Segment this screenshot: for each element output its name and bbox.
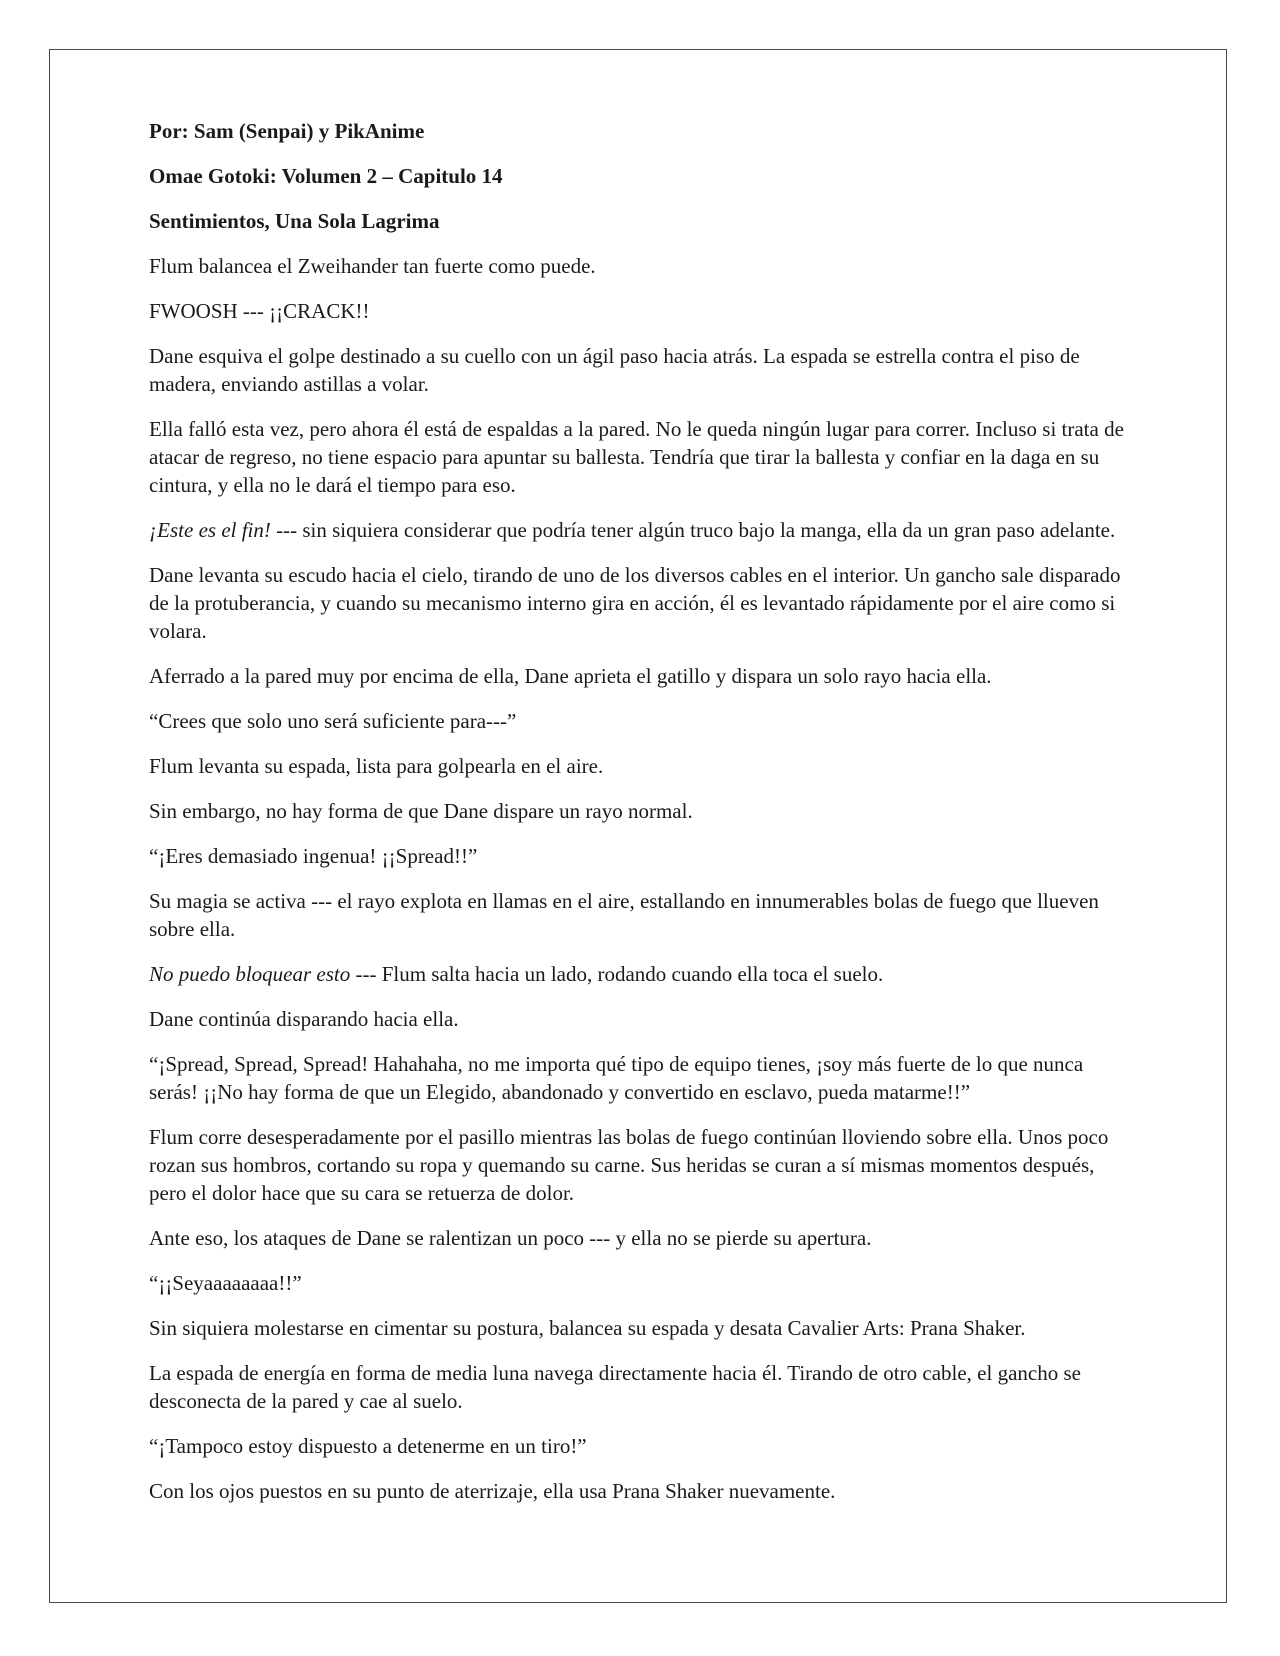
dialogue: “¡Tampoco estoy dispuesto a detenerme en un tiro!” xyxy=(149,1434,587,1458)
italic-thought: ¡Este es el fin! xyxy=(149,518,271,542)
paragraph: Ella falló esta vez, pero ahora él está de espaldas a la pared. No le queda ningún lugar para correr. Incluso si trata de atacar de regreso, no tiene espacio para apuntar su ballesta. Tendría que tirar la ballesta y confiar en la daga en su cintura, y ella no le dará el tiempo para eso. xyxy=(149,417,1124,497)
paragraph: Aferrado a la pared muy por encima de ella, Dane aprieta el gatillo y dispara un solo rayo hacia ella. xyxy=(149,664,992,688)
paragraph: FWOOSH --- ¡¡CRACK!! xyxy=(149,299,370,323)
italic-thought: No puedo bloquear esto xyxy=(149,962,351,986)
dialogue: “Crees que solo uno será suficiente para---” xyxy=(149,709,517,733)
paragraph xyxy=(149,516,1134,544)
paragraph: Dane esquiva el golpe destinado a su cuello con un ágil paso hacia atrás. La espada se estrella contra el piso de madera, enviando astillas a volar. xyxy=(149,344,1080,396)
paragraph xyxy=(149,960,1134,988)
paragraph: Flum levanta su espada, lista para golpearla en el aire. xyxy=(149,754,604,778)
paragraph: Dane continúa disparando hacia ella. xyxy=(149,1007,459,1031)
paragraph: Ante eso, los ataques de Dane se ralentizan un poco --- y ella no se pierde su apertura. xyxy=(149,1226,872,1250)
paragraph: Flum corre desesperadamente por el pasillo mientras las bolas de fuego continúan lloviendo sobre ella. Unos poco rozan sus hombros, cortando su ropa y quemando su carne. Sus heridas se curan a sí mismas momentos después, pero el dolor hace que su cara se retuerza de dolor. xyxy=(149,1125,1109,1205)
dialogue: “¡¡Seyaaaaaaaa!!” xyxy=(149,1271,302,1295)
chapter-title: Sentimientos, Una Sola Lagrima xyxy=(149,209,440,233)
dialogue: “¡Eres demasiado ingenua! ¡¡Spread!!” xyxy=(149,844,478,868)
paragraph-text: --- sin siquiera considerar que podría tener algún truco bajo la manga, ella da un gran paso adelante. xyxy=(270,518,1116,542)
paragraph: Flum balancea el Zweihander tan fuerte como puede. xyxy=(149,254,596,278)
paragraph: Sin siquiera molestarse en cimentar su postura, balancea su espada y desata Cavalier Arts: Prana Shaker. xyxy=(149,1316,1026,1340)
document-body xyxy=(149,117,1134,1522)
dialogue: “¡Spread, Spread, Spread! Hahahaha, no me importa qué tipo de equipo tienes, ¡soy más fuerte de lo que nunca serás! ¡¡No hay forma de que un Elegido, abandonado y convertido en esclavo, pueda matarme!!” xyxy=(149,1052,1084,1104)
paragraph: Sin embargo, no hay forma de que Dane dispare un rayo normal. xyxy=(149,799,693,823)
paragraph: Su magia se activa --- el rayo explota en llamas en el aire, estallando en innumerables bolas de fuego que llueven sobre ella. xyxy=(149,889,1099,941)
paragraph-text: --- Flum salta hacia un lado, rodando cuando ella toca el suelo. xyxy=(350,962,884,986)
paragraph: Dane levanta su escudo hacia el cielo, tirando de uno de los diversos cables en el interior. Un gancho sale disparado de la protuberancia, y cuando su mecanismo interno gira en acción, él es levantado rápidamente por el aire como si volara. xyxy=(149,563,1121,643)
volume-chapter-heading: Omae Gotoki: Volumen 2 – Capitulo 14 xyxy=(149,164,503,188)
author-line: Por: Sam (Senpai) y PikAnime xyxy=(149,119,425,143)
paragraph: La espada de energía en forma de media luna navega directamente hacia él. Tirando de otro cable, el gancho se desconecta de la pared y cae al suelo. xyxy=(149,1361,1081,1413)
paragraph: Con los ojos puestos en su punto de aterrizaje, ella usa Prana Shaker nuevamente. xyxy=(149,1479,836,1503)
